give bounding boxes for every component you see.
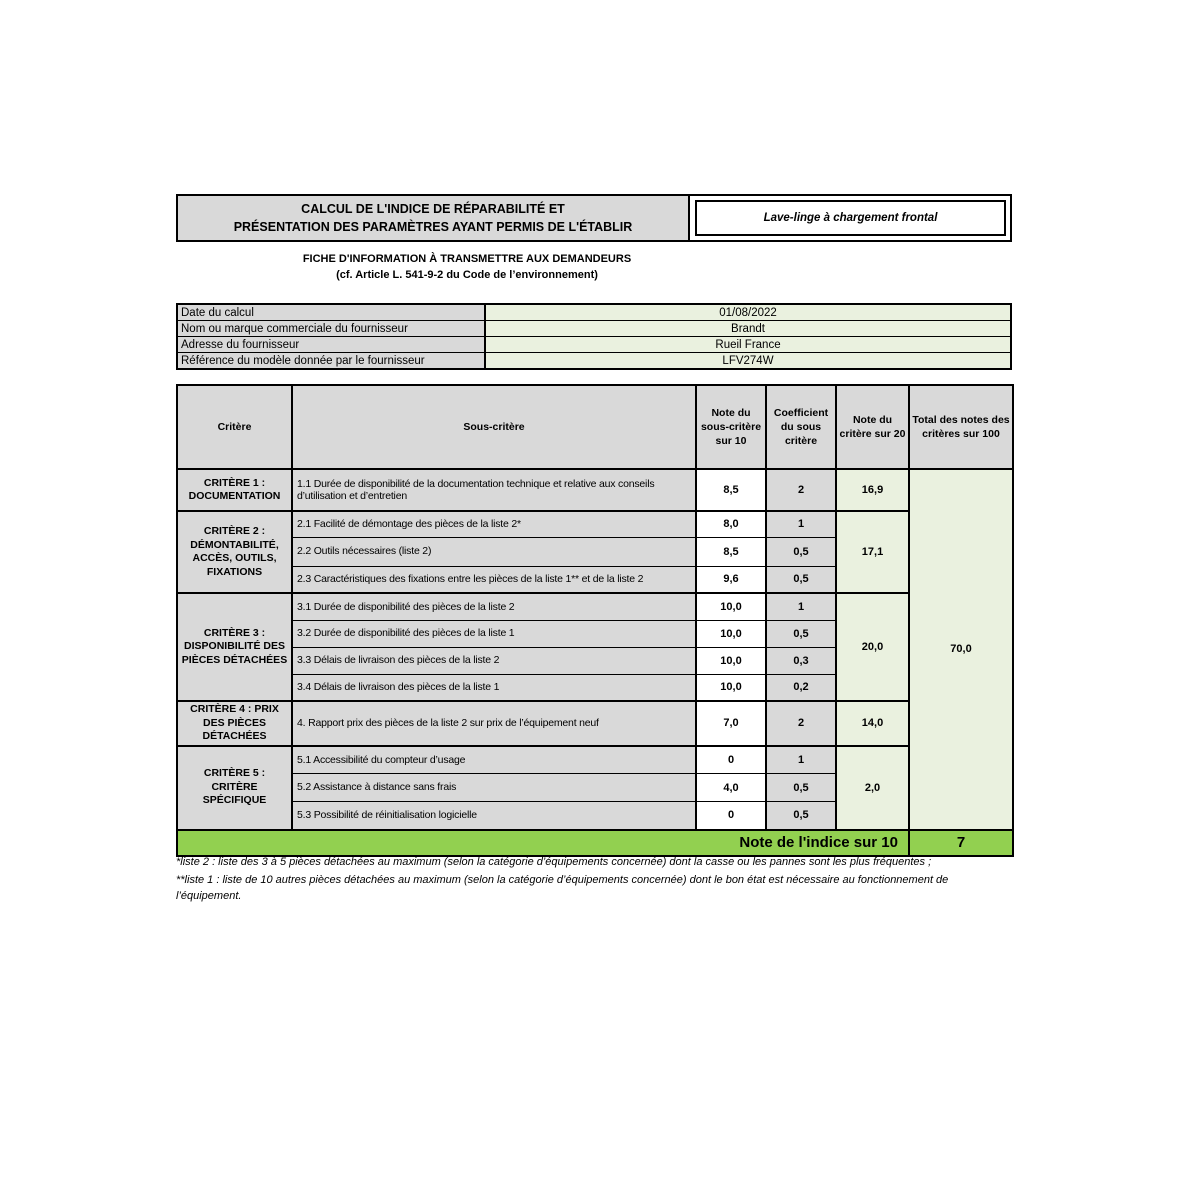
info-label: Référence du modèle donnée par le fournisseur [177, 353, 485, 370]
criteria-table-header [177, 385, 1013, 469]
final-grade-value: 7 [909, 830, 1013, 856]
criterion-4-score-20: 14,0 [836, 701, 909, 746]
info-row-model [177, 353, 1011, 370]
sub-criterion-score: 0 [696, 746, 766, 774]
total-score-100: 70,0 [909, 469, 1013, 830]
sub-criterion-coefficient: 0,5 [766, 537, 836, 566]
info-value: Brandt [485, 321, 1011, 337]
info-row-brand [177, 321, 1011, 337]
sub-criterion-coefficient: 1 [766, 593, 836, 620]
col-header-critere: Critère [177, 385, 292, 469]
info-label: Date du calcul [177, 304, 485, 321]
title-line1: CALCUL DE L'INDICE DE RÉPARABILITÉ ET [301, 202, 565, 216]
sub-criterion-coefficient: 0,3 [766, 647, 836, 674]
product-category-label: Lave-linge à chargement frontal [695, 200, 1006, 236]
sub-criterion-coefficient: 0,2 [766, 674, 836, 701]
sub-criterion-score: 10,0 [696, 593, 766, 620]
info-label: Nom ou marque commerciale du fournisseur [177, 321, 485, 337]
footnote-liste-1: **liste 1 : liste de 10 autres pièces détachées au maximum (selon la catégorie d’équipements concernée) dont le bon état est nécessaire au fonctionnement de l’équipement. [176, 873, 949, 902]
final-grade-row [177, 830, 1013, 856]
sub-criterion-label: 3.4 Délais de livraison des pièces de la liste 1 [292, 674, 696, 701]
sub-criterion-score: 0 [696, 802, 766, 830]
col-header-coefficient: Coefficient du sous critère [766, 385, 836, 469]
col-header-note-sous-critere: Note du sous-critère sur 10 [696, 385, 766, 469]
sub-criterion-label: 2.3 Caractéristiques des fixations entre les pièces de la liste 1** et de la liste 2 [292, 566, 696, 593]
title-line2: PRÉSENTATION DES PARAMÈTRES AYANT PERMIS DE L'ÉTABLIR [233, 220, 633, 234]
subtitle-line1: FICHE D'INFORMATION À TRANSMETTRE AUX DEMANDEURS [302, 253, 632, 265]
sub-criterion-label: 1.1 Durée de disponibilité de la documentation technique et relative aux conseils d’utilisation et d’entretien [292, 469, 696, 511]
sub-criterion-score: 10,0 [696, 674, 766, 701]
col-header-total-notes: Total des notes des critères sur 100 [909, 385, 1013, 469]
criterion-3-label: CRITÈRE 3 : DISPONIBILITÉ DES PIÈCES DÉTACHÉES [177, 593, 292, 701]
sub-criterion-score: 4,0 [696, 774, 766, 802]
criterion-1-score-20: 16,9 [836, 469, 909, 511]
sub-criterion-label: 5.3 Possibilité de réinitialisation logicielle [292, 802, 696, 830]
sub-criterion-score: 8,0 [696, 511, 766, 537]
criterion-4-label: CRITÈRE 4 : PRIX DES PIÈCES DÉTACHÉES [177, 701, 292, 746]
sub-criterion-score: 10,0 [696, 620, 766, 647]
info-value: LFV274W [485, 353, 1011, 370]
product-category-box [690, 196, 1010, 240]
sub-criterion-score: 8,5 [696, 469, 766, 511]
sub-criterion-coefficient: 0,5 [766, 620, 836, 647]
sub-criterion-score: 7,0 [696, 701, 766, 746]
sub-criterion-label: 5.1 Accessibilité du compteur d’usage [292, 746, 696, 774]
sub-criterion-coefficient: 2 [766, 701, 836, 746]
info-row-date [177, 304, 1011, 321]
table-row [177, 469, 1013, 511]
sub-criterion-label: 3.2 Durée de disponibilité des pièces de la liste 1 [292, 620, 696, 647]
sub-criterion-label: 5.2 Assistance à distance sans frais [292, 774, 696, 802]
criterion-1-label: CRITÈRE 1 : DOCUMENTATION [177, 469, 292, 511]
supplier-info-table [176, 303, 1012, 370]
criterion-3-score-20: 20,0 [836, 593, 909, 701]
sub-criterion-score: 9,6 [696, 566, 766, 593]
footnote-liste-2: *liste 2 : liste des 3 à 5 pièces détachées au maximum (selon la catégorie d’équipements concernée) dont la casse ou les pannes sont les plus fréquentes ; [176, 856, 932, 868]
table-row [177, 746, 1013, 774]
info-value: 01/08/2022 [485, 304, 1011, 321]
info-row-address [177, 337, 1011, 353]
sub-criterion-coefficient: 1 [766, 511, 836, 537]
sub-criterion-label: 4. Rapport prix des pièces de la liste 2 sur prix de l’équipement neuf [292, 701, 696, 746]
subtitle-line2: (cf. Article L. 541-9-2 du Code de l’environnement) [336, 268, 598, 281]
document-title [178, 196, 690, 240]
criterion-2-label: CRITÈRE 2 : DÉMONTABILITÉ, ACCÈS, OUTILS, FIXATIONS [177, 511, 292, 593]
sub-criterion-coefficient: 0,5 [766, 566, 836, 593]
document-subtitle [176, 252, 758, 283]
sub-criterion-label: 3.1 Durée de disponibilité des pièces de la liste 2 [292, 593, 696, 620]
table-row [177, 511, 1013, 537]
sub-criterion-score: 8,5 [696, 537, 766, 566]
criterion-5-score-20: 2,0 [836, 746, 909, 830]
repairability-index-document [176, 194, 1012, 902]
sub-criterion-score: 10,0 [696, 647, 766, 674]
criterion-5-label: CRITÈRE 5 : CRITÈRE SPÉCIFIQUE [177, 746, 292, 830]
sub-criterion-label: 2.1 Facilité de démontage des pièces de la liste 2* [292, 511, 696, 537]
sub-criterion-label: 3.3 Délais de livraison des pièces de la liste 2 [292, 647, 696, 674]
final-grade-label: Note de l'indice sur 10 [177, 830, 909, 856]
table-row [177, 593, 1013, 620]
info-value: Rueil France [485, 337, 1011, 353]
table-row [177, 701, 1013, 746]
sub-criterion-coefficient: 0,5 [766, 802, 836, 830]
document-header [176, 194, 1012, 242]
sub-criterion-coefficient: 1 [766, 746, 836, 774]
sub-criterion-label: 2.2 Outils nécessaires (liste 2) [292, 537, 696, 566]
col-header-sous-critere: Sous-critère [292, 385, 696, 469]
footnotes [176, 854, 998, 906]
col-header-note-critere: Note du critère sur 20 [836, 385, 909, 469]
info-label: Adresse du fournisseur [177, 337, 485, 353]
sub-criterion-coefficient: 0,5 [766, 774, 836, 802]
criteria-table [176, 384, 1014, 857]
sub-criterion-coefficient: 2 [766, 469, 836, 511]
criterion-2-score-20: 17,1 [836, 511, 909, 593]
